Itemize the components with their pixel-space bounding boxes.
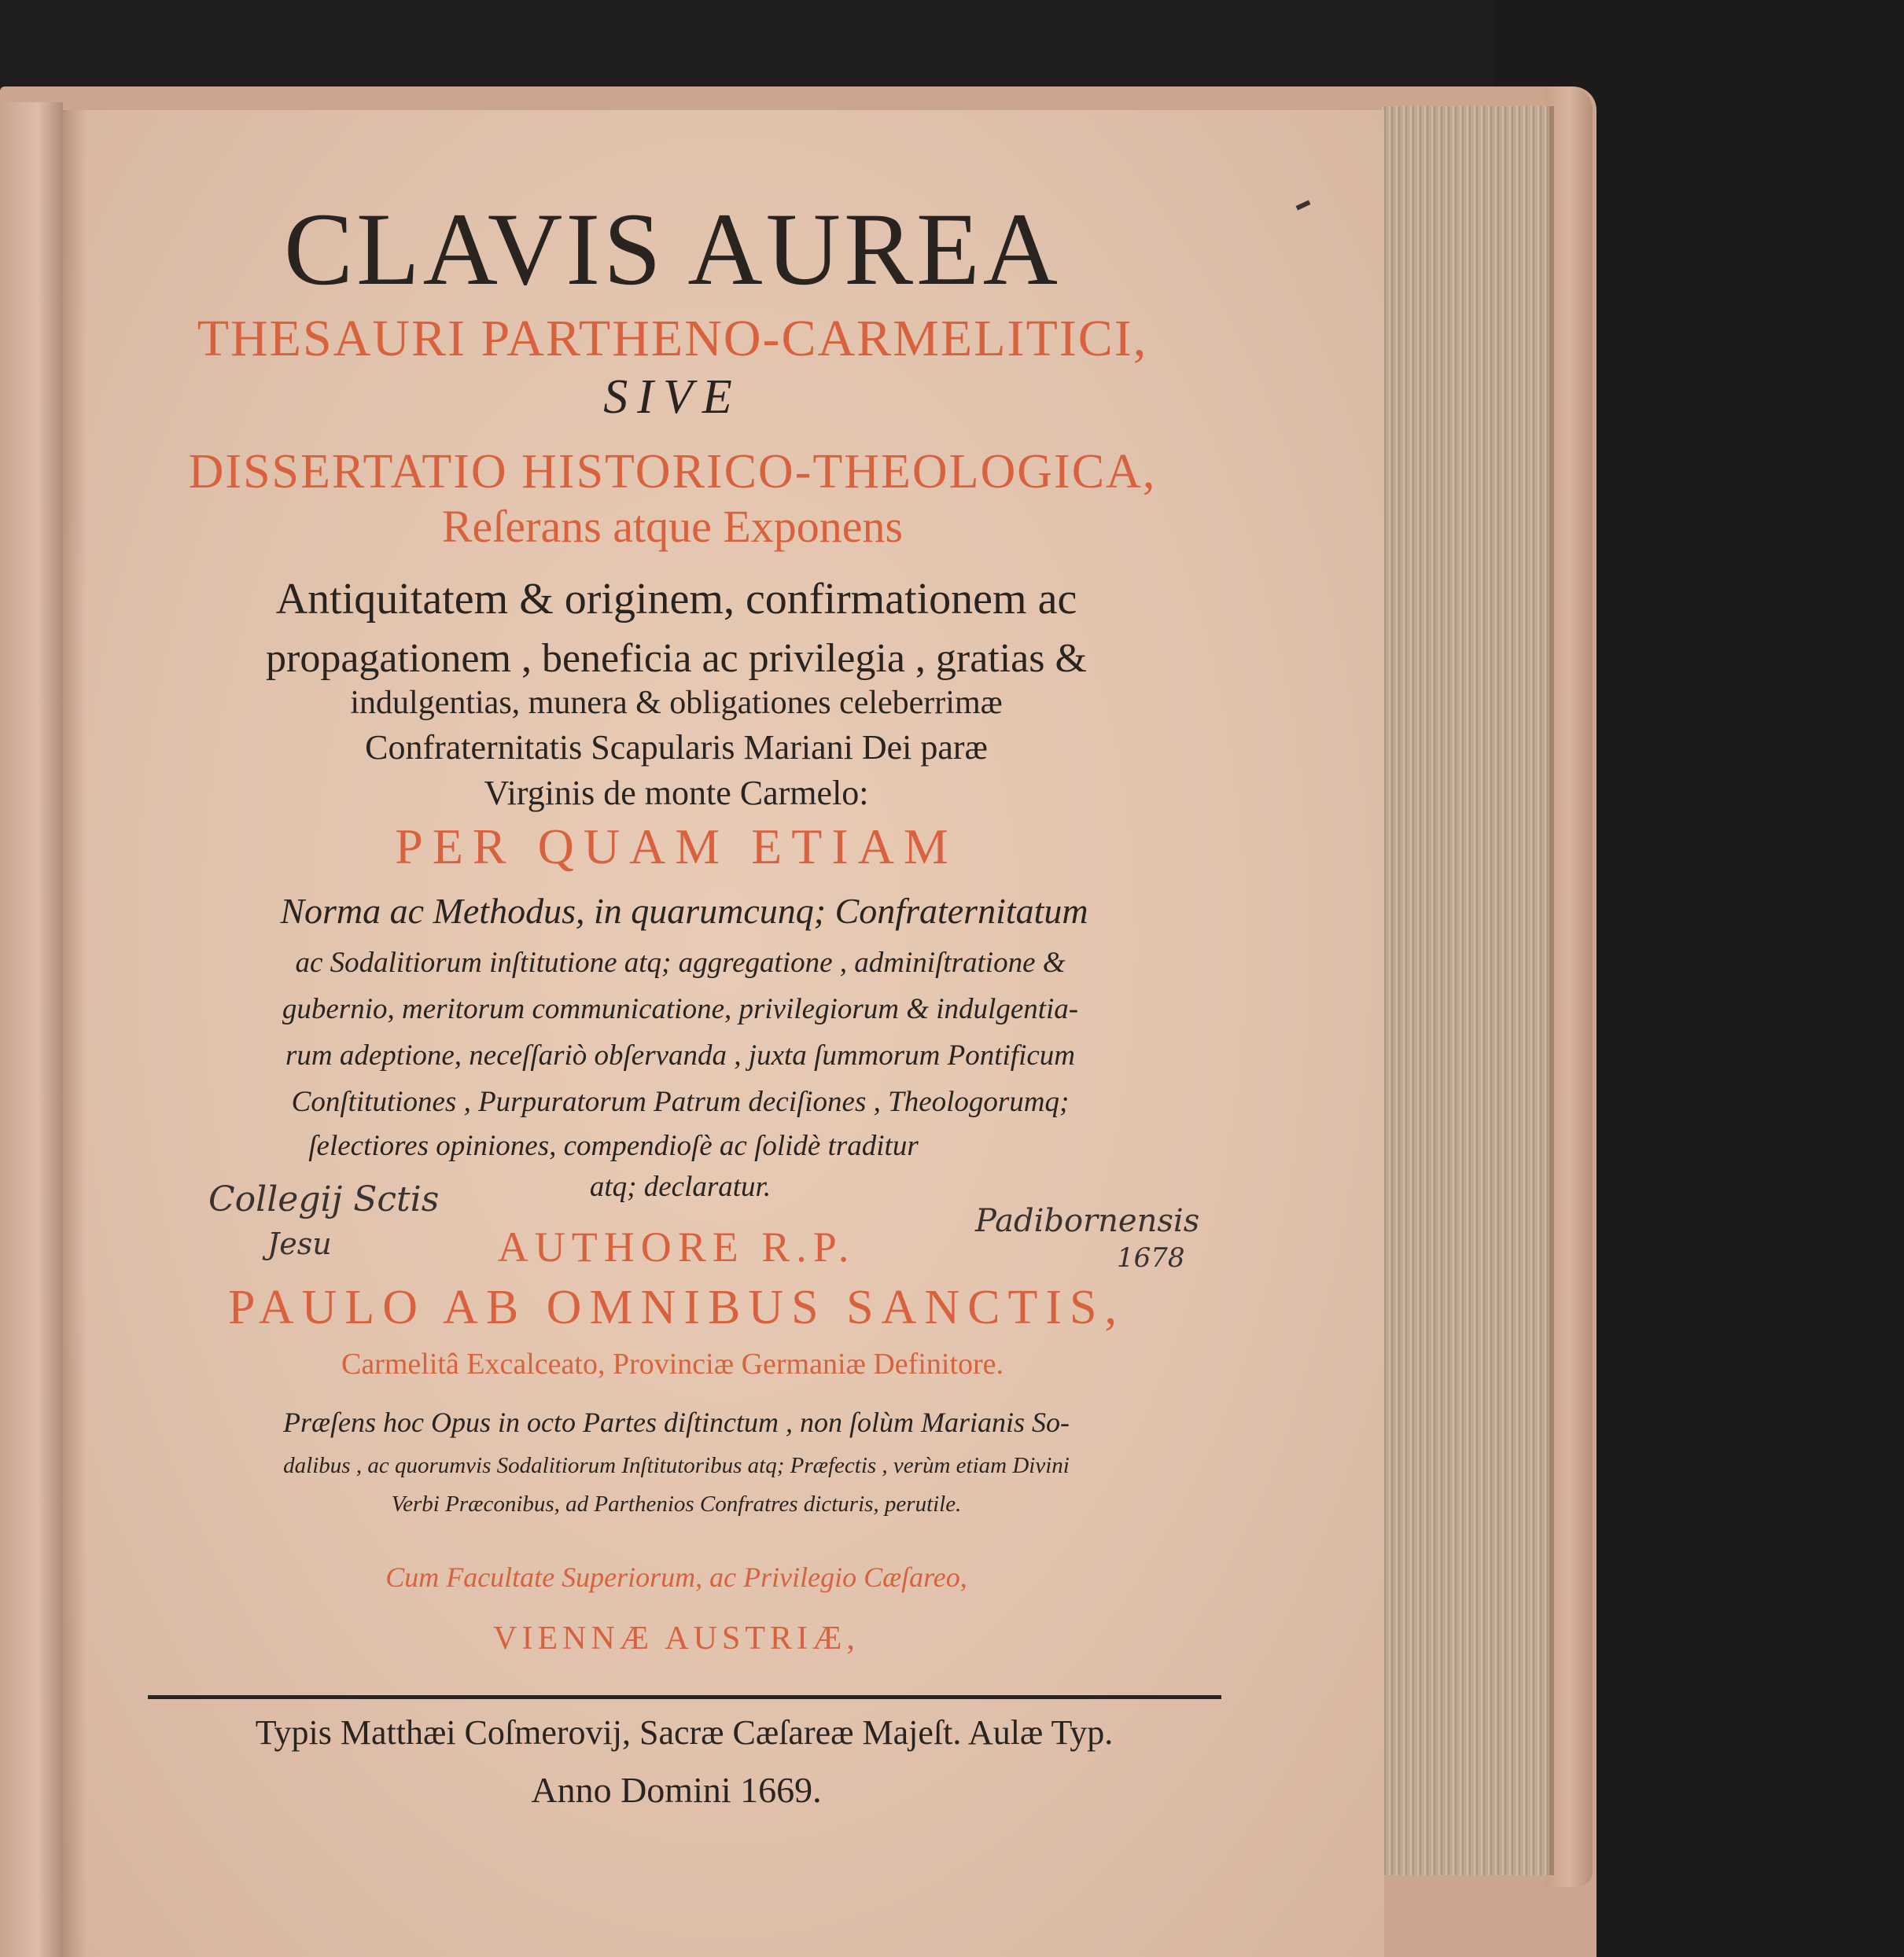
praesens-line-2: dalibus , ac quorumvis Sodalitiorum Inſtitutoribus atq; Præfectis , verùm etiam Divini [283, 1453, 1070, 1478]
sive: SIVE [603, 370, 742, 424]
referans: Reſerans atque Exponens [441, 501, 904, 552]
handwriting-right-top: Padibornensis [975, 1203, 1200, 1239]
gutter-shadow [63, 110, 87, 1957]
subtitle: THESAURI PARTHENO-CARMELITICI, [197, 310, 1148, 367]
imprint-rule [148, 1695, 1221, 1699]
author-name: PAULO AB OMNIBUS SANCTIS, [227, 1281, 1125, 1334]
norma-line-2: ac Sodalitiorum inſtitutione atq; aggregatione , adminiſtratione & [295, 947, 1066, 979]
typis-line: Typis Matthæi Coſmerovij, Sacræ Cæſareæ Majeſt. Aulæ Typ. [255, 1713, 1114, 1752]
norma-line-4: rum adeptione, neceſſariò obſervanda , juxta ſummorum Pontificum [285, 1039, 1075, 1072]
anno-line: Anno Domini 1669. [531, 1770, 822, 1810]
main-title: CLAVIS AUREA [283, 191, 1062, 307]
description-line-5: Virginis de monte Carmelo: [484, 774, 869, 812]
cum-facultate: Cum Facultate Superiorum, ac Privilegio Cæſareo, [385, 1562, 967, 1593]
description-line-4: Confraternitatis Scapularis Mariani Dei paræ [365, 728, 988, 767]
norma-line-5: Conſtitutiones , Purpuratorum Patrum deciſiones , Theologorumq; [291, 1086, 1070, 1118]
per-quam-etiam: PER QUAM ETIAM [395, 818, 958, 874]
norma-line-7: atq; declaratur. [589, 1171, 772, 1203]
description-line-2: propagationem , beneficia ac privilegia , gratias & [266, 636, 1087, 681]
handwriting-right-bottom: 1678 [1117, 1242, 1185, 1274]
vienna: VIENNÆ AUSTRIÆ, [493, 1620, 860, 1657]
handwriting-left-bottom: Jesu [267, 1227, 332, 1261]
norma-line-3: gubernio, meritorum communicatione, privilegiorum & indulgentia- [282, 993, 1079, 1025]
praesens-line-1: Præſens hoc Opus in octo Partes diſtinctum , non ſolùm Marianis So- [283, 1407, 1070, 1438]
norma-line-6: ſelectiores opiniones, compendioſè ac ſolidè traditur [308, 1130, 919, 1162]
praesens-line-3: Verbi Præconibus, ad Parthenios Confratres dicturis, perutile. [391, 1492, 962, 1517]
dissertatio: DISSERTATIO HISTORICO-THEOLOGICA, [188, 445, 1157, 498]
description-line-3: indulgentias, munera & obligationes celeberrimæ [350, 685, 1003, 721]
author-title: Carmelitâ Excalceato, Provinciæ Germaniæ Definitore. [341, 1348, 1004, 1381]
handwriting-left-top: Collegij Sctis [208, 1179, 440, 1219]
description-line-1: Antiquitatem & originem, confirmationem ac [275, 575, 1077, 624]
page-fore-edge [1380, 106, 1554, 1875]
authore: AUTHORE R.P. [497, 1223, 856, 1271]
left-page-edge [0, 102, 63, 1957]
norma-line-1: Norma ac Methodus, in quarumcunq; Confraternitatum [280, 891, 1088, 931]
